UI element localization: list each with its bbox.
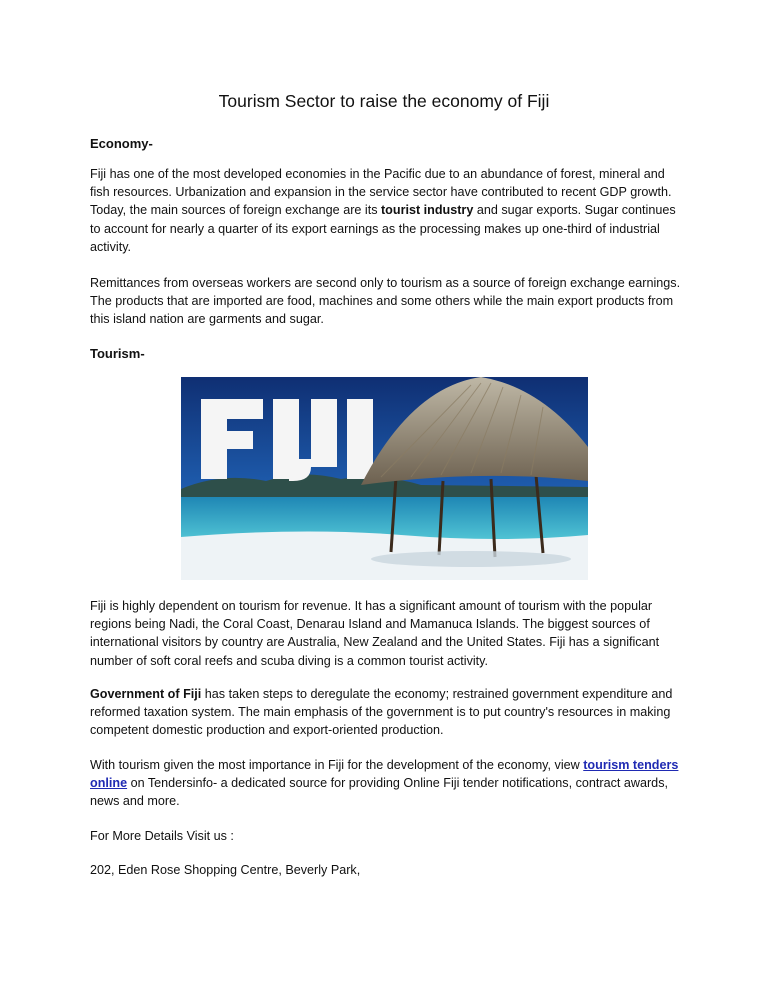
fiji-beach-photo — [181, 377, 588, 580]
tourism-tenders-link[interactable]: tourism tenders online — [90, 758, 679, 791]
government-paragraph — [90, 685, 686, 740]
economy-heading: Economy- — [90, 136, 153, 151]
economy-paragraph-2: Remittances from overseas workers are second only to tourism as a source of foreign exchange earnings. The products that are imported are food, machines and some others while the main export products from this island nation are garments and sugar. — [90, 276, 681, 327]
more-details-text: For More Details Visit us : — [90, 829, 234, 843]
economy-p1-text-start: Fiji has one of the most developed economies in the Pacific due to an abundance of forest, mineral and fish resources. Urbanization and expansion in the service sector have contributed to recent GDP growth. Today, the main sources of foreign exchange are its — [90, 167, 672, 218]
government-p-text: has taken steps to deregulate the economy; restrained government expenditure and reformed taxation system. The main emphasis of the government is to put country's resources in making competent domestic production and export-oriented production. — [90, 687, 673, 738]
address-text: 202, Eden Rose Shopping Centre, Beverly Park, — [90, 863, 361, 877]
tenders-p-text-start: With tourism given the most importance in Fiji for the development of the economy, view — [90, 758, 584, 772]
tourism-paragraph: Fiji is highly dependent on tourism for revenue. It has a significant amount of tourism with the popular regions being Nadi, the Coral Coast, Denarau Island and Mamanuca Islands. The biggest sources of international visitors by country are Australia, New Zealand and the United States. Fiji has a significant number of soft coral reefs and scuba diving is a common tourist activity. — [90, 599, 660, 668]
economy-paragraph-1 — [90, 165, 686, 256]
tenders-paragraph — [90, 756, 686, 811]
economy-p1-text-end: and sugar exports. Sugar continues to account for nearly a quarter of its export earnings as the processing makes up one-third of industrial activity. — [90, 203, 676, 254]
page-title: Tourism Sector to raise the economy of Fiji — [218, 91, 550, 111]
tenders-p-text-end: on Tendersinfo- a dedicated source for providing Online Fiji tender notifications, contract awards, news and more. — [90, 776, 668, 809]
tourism-heading: Tourism- — [90, 346, 145, 361]
tourist-industry-bold: tourist industry — [380, 203, 474, 218]
government-of-fiji-bold: Government of Fiji — [90, 687, 202, 701]
